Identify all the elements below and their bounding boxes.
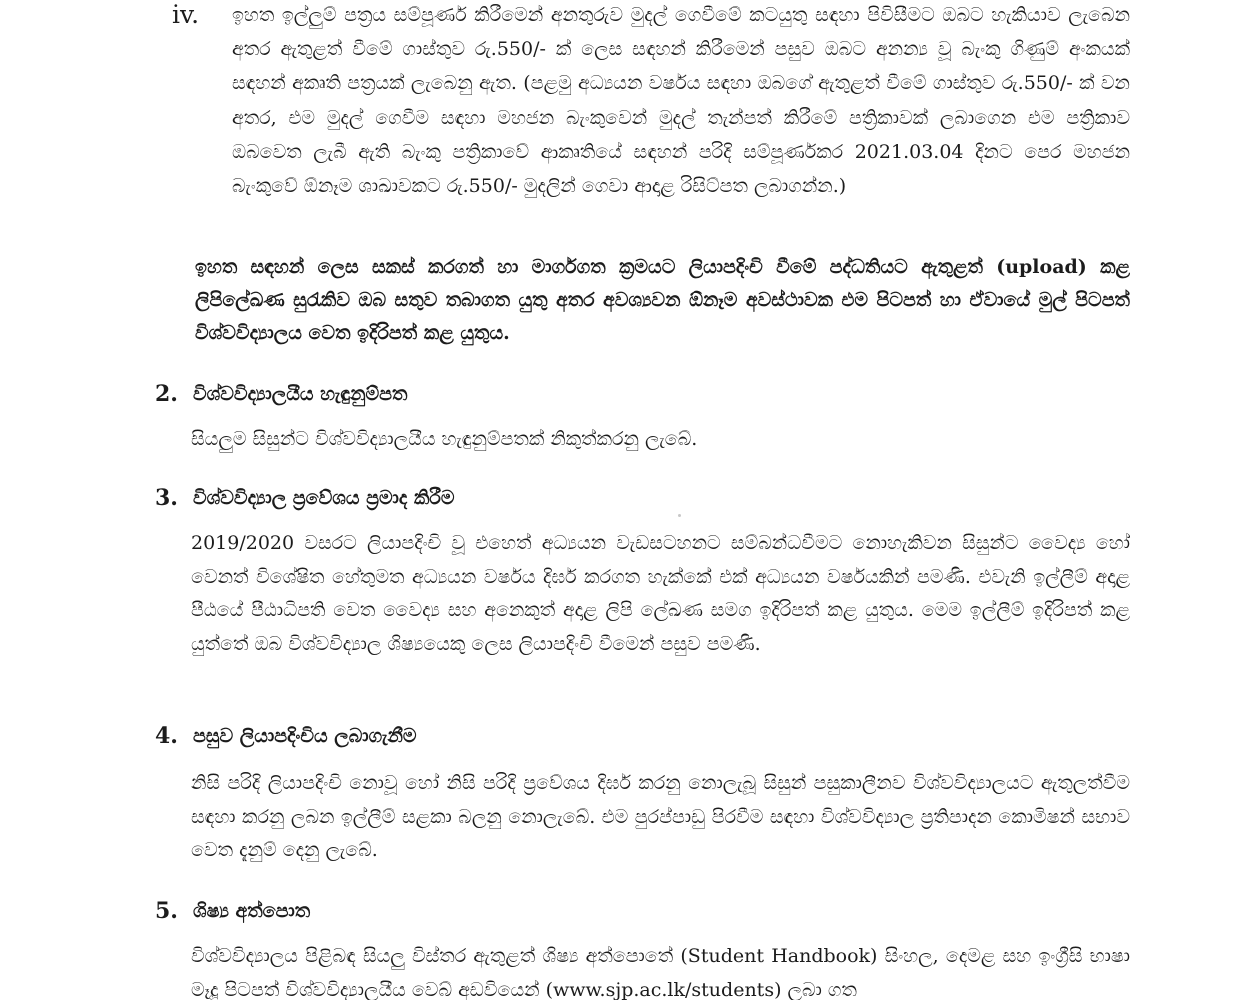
- section-number: 2.: [155, 381, 178, 407]
- section-body: සියලුම සිසුන්ට විශ්වවිද්‍යාලයීය හැඳුනුම්පතක් නිකුත්කරනු ලැබේ.: [191, 428, 698, 450]
- section-number: 3.: [155, 485, 178, 511]
- section-heading: පසුව ලියාපදිංචිය ලබාගැනීම: [193, 725, 417, 747]
- section-body: නිසි පරිදි ලියාපදිංචි නොවූ හෝ නිසි පරිදි ප්‍රවේශය දිර්ඝ කරනු නොලැබූ සිසුන් පසුකාලීනව විශ්වවිද්‍යාලයට ඇතුලත්වීම සඳහා කරනු ලබන ඉල්ලීම් සළකා බලනු නොලැබේ. එම පුරප්පාඩු පිරවීම සඳහා විශ්වවිද්‍යාල ප්‍රතිපාදන කොමිෂන් සභාව වෙත දැනුම් දෙනු ලැබේ.: [191, 772, 1130, 861]
- section-heading: විශ්වවිද්‍යාල ප්‍රවේශය ප්‍රමාද කිරීම: [193, 487, 455, 509]
- item-iv-paragraph: ඉහත ඉල්ලුම් පත්‍රය සම්පූර්ණ කිරීමෙන් අනතුරුව මුදල් ගෙවීමේ කටයුතු සඳහා පිවිසීමට ඔබට හැකියාව ලැබෙන අතර ඇතුළත් වීමේ ගාස්තුව රු.550/- ක් ලෙස සඳහන් කිරීමෙන් පසුව ඔබට අනන්‍ය වූ බැංකු ගිණුම් අංකයක් සඳහන් අකෘති පත්‍රයක් ලැබෙනු ඇත. (පළමු අධ්‍යයන වර්ෂය සඳහා ඔබගේ ඇතුළත් වීමේ ගාස්තුව රු.550/- ක් වන අතර, එම මුදල් ගෙවීම සඳහා මහජන බැංකුවෙන් මුදල් තැන්පත් කිරීමේ පත්‍රිකාවක් ලබාගෙන එම පත්‍රිකාව ඔබවෙත ලැබී ඇති බැංකු පත්‍රිකාවේ ආකෘතියේ සඳහන් පරිදි සම්පූර්ණකර 2021.03.04 දිනට පෙර මහජන බැංකුවේ ඕනෑම ශාඛාවකට රු.550/- මුදලින් ගෙවා ආදාළ රිසිට්පත ලබාගන්න.): [232, 4, 1130, 198]
- scan-speck: [678, 514, 681, 517]
- section-heading: විශ්වවිද්‍යාලයීය හැඳුනුම්පත: [193, 383, 408, 405]
- section-number: 4.: [155, 723, 178, 749]
- section-heading: ශිෂ්‍ය අත්පොත: [193, 900, 311, 922]
- section-body: විශ්වවිද්‍යාලය පිළිබඳ සියලු විස්තර ඇතුළත් ශිෂ්‍ය අත්පොතේ (Student Handbook) සිංහල, දෙමළ සහ ඉංග්‍රීසි භාෂා මෑදූ පිටපත් විශ්වවිද්‍යාලයීය වෙබ් අඩවියෙන් (www.sjp.ac.lk/students) ලබා ගත: [191, 945, 1130, 1000]
- section-body: 2019/2020 වසරට ලියාපදිංචි වූ එහෙත් අධ්‍යයන වැඩසටහනට සම්බන්ධවීමට නොහැකිවන සිසුන්ට වෛද්‍ය හෝ වෙනත් විශේෂිත හේතුමත අධ්‍යයන වර්ෂය දිර්ඝ කරගත හැක්කේ එක් අධ්‍යයන වර්ෂයකින් පමණි. එවැනි ඉල්ලීම් අදාළ පීඨයේ පීඨාධිපති වෙත වෛද්‍ය සහ අනෙකුත් අදාළ ලිපි ලේඛණ සමග ඉදිරිපත් කළ යුතුය. මෙම ඉල්ලීම් ඉදිරිපත් කළ යුත්තේ ඔබ විශ්වවිද්‍යාල ශිෂ්‍යයෙකු ලෙස ලියාපදිංචි වීමෙන් පසුව පමණි.: [191, 532, 1130, 655]
- upload-note-paragraph: ඉහත සඳහන් ලෙස සකස් කරගත් හා මාර්ගගත ක්‍රමයට ලියාපදිංචි වීමේ පද්ධතියට ඇතුළත් (upload) කළ ලිපිලේඛණ සුරැකිව ඔබ සතුව තබාගත යුතු අතර අවශ්‍යවන ඕනෑම අවස්ථාවක එම පිටපත් හා ඒවායේ මුල් පිටපත් විශ්වවිද්‍යාලය වෙත ඉදිරිපත් කළ යුතුය.: [195, 256, 1130, 344]
- section-number: 5.: [155, 898, 178, 924]
- list-marker-iv: iv.: [172, 0, 200, 29]
